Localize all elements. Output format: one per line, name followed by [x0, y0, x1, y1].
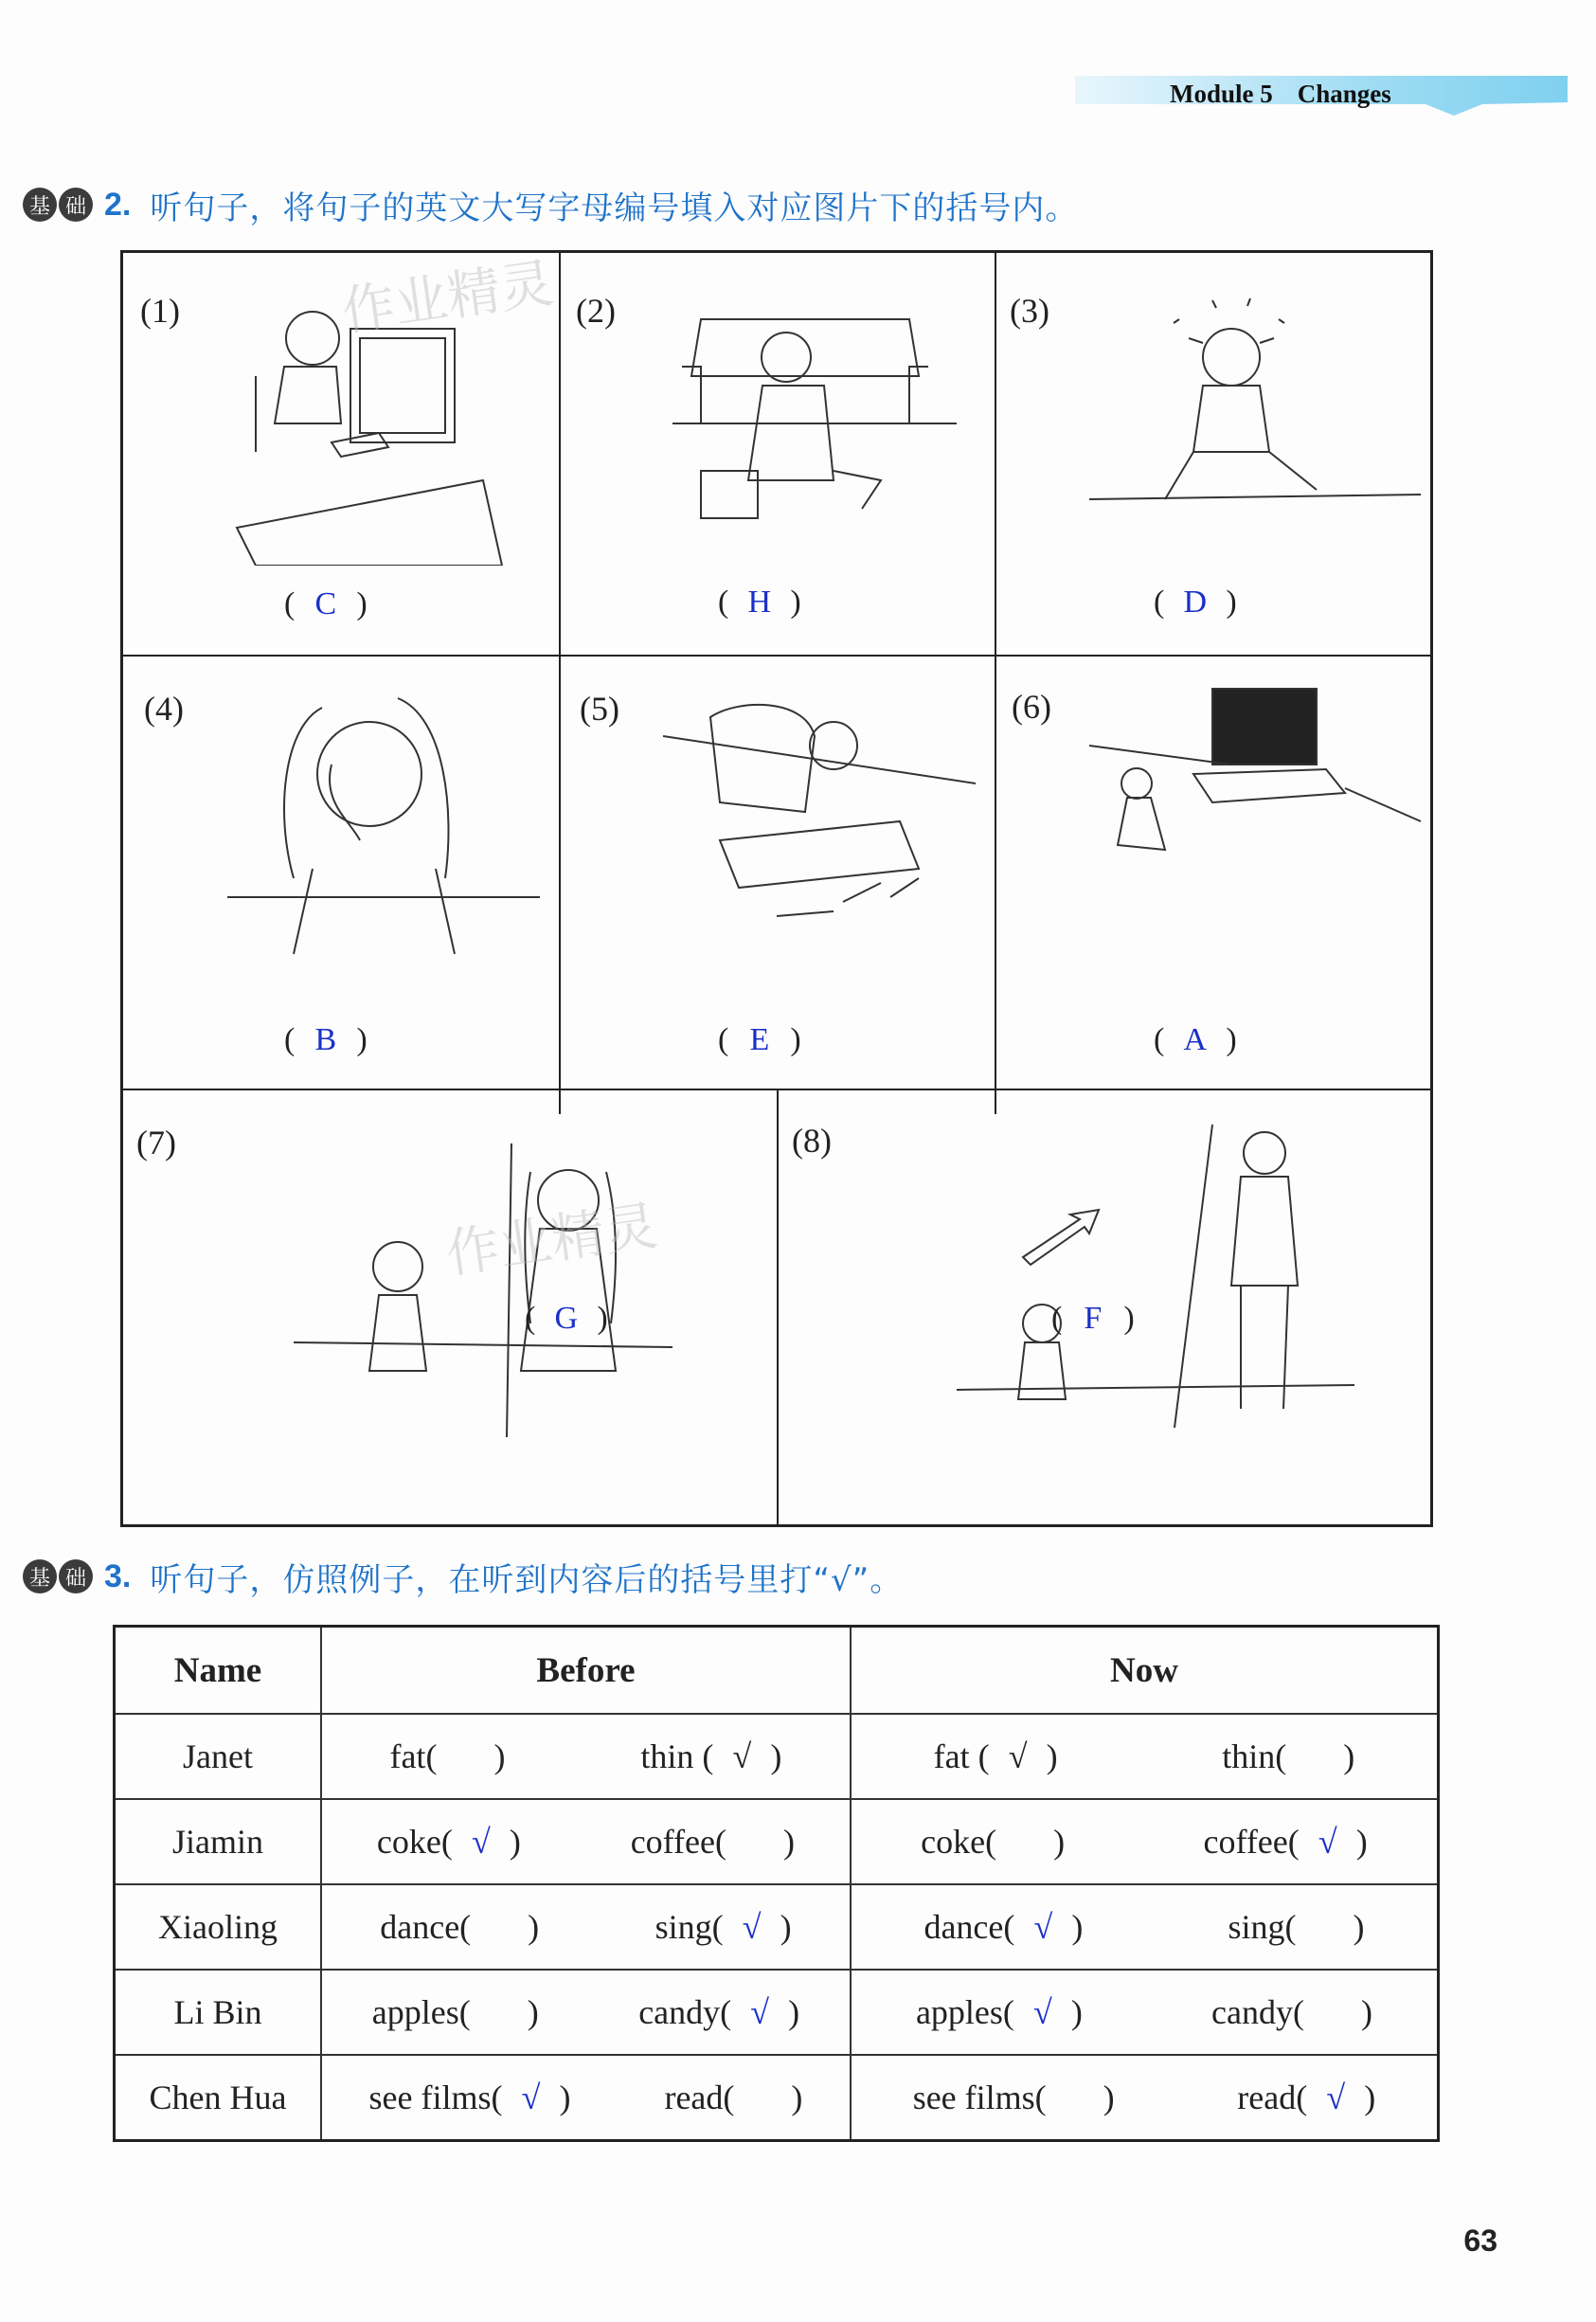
section-2-number: 2.: [104, 186, 132, 223]
option[interactable]: read( √ ): [1237, 2079, 1376, 2116]
row-name: Janet: [115, 1714, 322, 1799]
section-3-instruction: 听句子，仿照例子，在听到内容后的括号里打“√”。: [150, 1560, 904, 1599]
option[interactable]: coke( √ ): [376, 1823, 521, 1861]
item-label: (2): [576, 292, 616, 330]
table-row: [115, 1884, 1439, 1970]
picture-grid: [120, 250, 1433, 1527]
header-name: Name: [115, 1627, 322, 1715]
page-number: 63: [1463, 2223, 1497, 2258]
option[interactable]: apples( √ ): [915, 1993, 1083, 2031]
option[interactable]: candy( √ ): [638, 1993, 800, 2031]
answer-letter: B: [314, 1022, 337, 1057]
item-label: (6): [1012, 688, 1051, 726]
answer-slot[interactable]: ( C ): [284, 586, 368, 621]
option[interactable]: thin ( √ ): [640, 1737, 782, 1775]
section-2-badge: 基 础: [23, 188, 95, 222]
check-mark: √: [750, 1993, 770, 2031]
section-3-badge: 基 础: [23, 1559, 95, 1593]
module-label: Module 5: [1170, 80, 1273, 108]
answer-letter: D: [1183, 585, 1208, 620]
table-row: [115, 1970, 1439, 2055]
answer-letter: A: [1183, 1022, 1208, 1057]
section-3-number: 3.: [104, 1557, 132, 1594]
check-mark: √: [1033, 1908, 1053, 1946]
item-label: (3): [1010, 292, 1049, 330]
option[interactable]: fat ( √ ): [933, 1737, 1058, 1775]
section-2-heading: [23, 180, 1078, 229]
check-mark: √: [732, 1737, 752, 1775]
check-mark: √: [1008, 1737, 1028, 1775]
option[interactable]: fat( ): [389, 1737, 506, 1775]
check-mark: √: [1033, 1993, 1052, 2031]
row-name: Xiaoling: [115, 1884, 322, 1970]
illustration-toy-robot: [672, 281, 957, 547]
item-label: (4): [144, 690, 184, 728]
section-2-instruction: 听句子，将句子的英文大写字母编号填入对应图片下的括号内。: [150, 189, 1079, 227]
watermark: 作业精灵: [338, 252, 558, 344]
row-name: Li Bin: [115, 1970, 322, 2055]
option[interactable]: sing( √ ): [655, 1908, 792, 1946]
table-row: [115, 1714, 1439, 1799]
item-label: (1): [140, 292, 180, 330]
item-label: (7): [136, 1124, 176, 1161]
option[interactable]: read( ): [664, 2079, 803, 2116]
option[interactable]: apples( ): [371, 1993, 539, 2031]
check-mark: √: [1318, 1823, 1337, 1861]
answer-letter: G: [554, 1301, 579, 1336]
answer-slot[interactable]: ( F ): [1051, 1301, 1135, 1336]
row-name: Jiamin: [115, 1799, 322, 1884]
answer-table: [113, 1625, 1440, 2142]
illustration-boy-and-man: [957, 1125, 1354, 1437]
watermark: 作业精灵: [442, 1195, 662, 1287]
check-mark: √: [1326, 2079, 1346, 2116]
option[interactable]: dance( ): [380, 1908, 540, 1946]
item-label: (8): [792, 1122, 832, 1160]
option[interactable]: see films( √ ): [368, 2079, 571, 2116]
table-row: [115, 1799, 1439, 1884]
illustration-two-girls: [294, 1134, 672, 1447]
answer-letter: C: [314, 586, 337, 621]
check-mark: √: [742, 1908, 762, 1946]
illustration-girl-phone: [227, 689, 540, 973]
answer-letter: E: [749, 1022, 770, 1057]
row-name: Chen Hua: [115, 2055, 322, 2141]
option[interactable]: coke( ): [921, 1823, 1066, 1861]
illustration-crying-girl: [1089, 281, 1430, 556]
option[interactable]: coffee( √ ): [1203, 1823, 1368, 1861]
check-mark: √: [471, 1823, 491, 1861]
check-mark: √: [521, 2079, 541, 2116]
header-title: [1170, 80, 1391, 109]
option[interactable]: coffee( ): [630, 1823, 795, 1861]
answer-slot[interactable]: ( G ): [525, 1301, 608, 1336]
option[interactable]: candy( ): [1210, 1993, 1372, 2031]
module-title: Changes: [1297, 80, 1391, 108]
illustration-child-drawing: [663, 679, 976, 963]
section-3-heading: [23, 1552, 903, 1601]
answer-slot[interactable]: ( A ): [1154, 1022, 1237, 1057]
header-now: Now: [851, 1627, 1439, 1715]
table-row: [115, 2055, 1439, 2141]
header-before: Before: [321, 1627, 851, 1715]
answer-slot[interactable]: ( B ): [284, 1022, 368, 1057]
option[interactable]: dance( √ ): [924, 1908, 1084, 1946]
option[interactable]: see films( ): [912, 2079, 1115, 2116]
answer-letter: F: [1084, 1301, 1103, 1336]
table-header-row: [115, 1627, 1439, 1715]
answer-letter: H: [747, 585, 772, 620]
answer-slot[interactable]: ( E ): [718, 1022, 801, 1057]
answer-slot[interactable]: ( H ): [718, 585, 801, 620]
option[interactable]: thin( ): [1222, 1737, 1355, 1775]
item-label: (5): [580, 690, 619, 728]
answer-slot[interactable]: ( D ): [1154, 585, 1237, 620]
illustration-watching-tv: [1089, 679, 1430, 926]
option[interactable]: sing( ): [1228, 1908, 1365, 1946]
